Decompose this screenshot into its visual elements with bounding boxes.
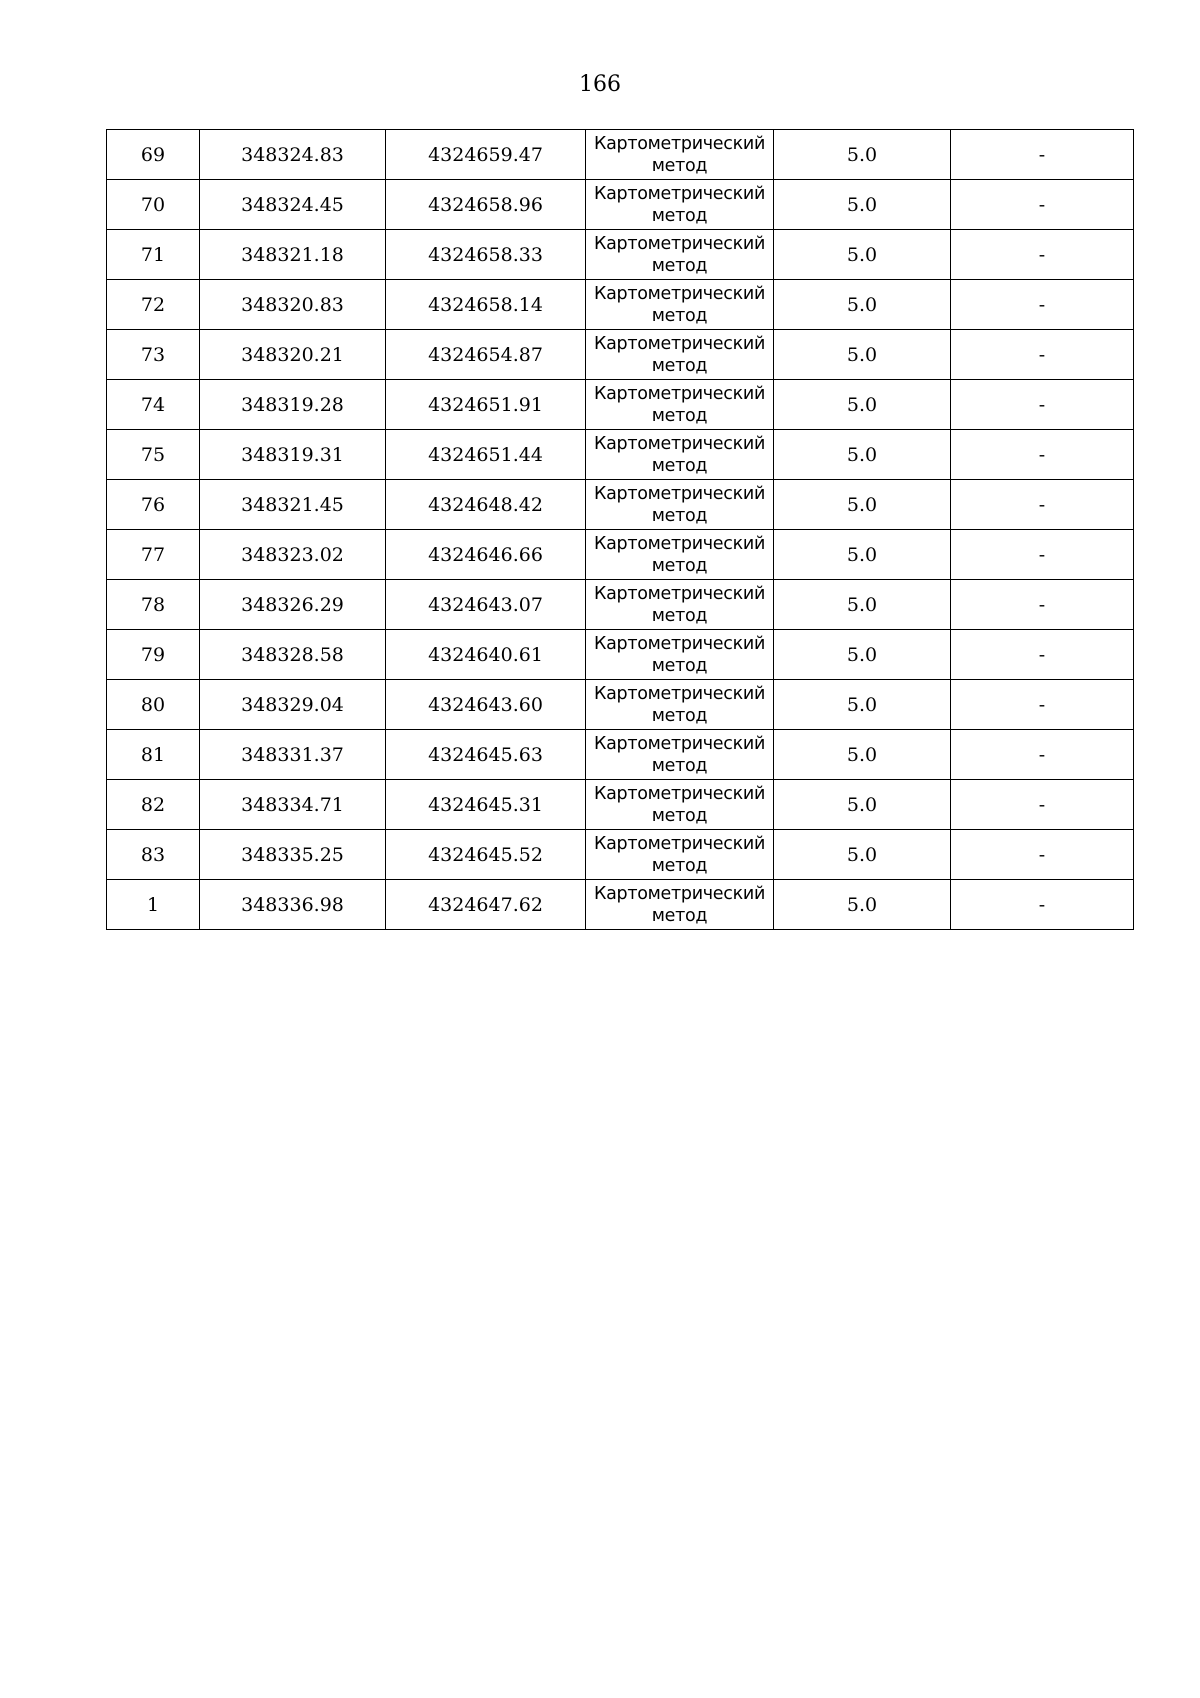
point-number-cell: 83 (107, 830, 200, 880)
y-coordinate-cell: 4324645.63 (386, 730, 586, 780)
note-cell: - (951, 130, 1134, 180)
method-cell: Картометрический метод (586, 330, 774, 380)
y-coordinate-cell: 4324646.66 (386, 530, 586, 580)
point-number-cell: 80 (107, 680, 200, 730)
point-number-cell: 75 (107, 430, 200, 480)
y-coordinate-cell: 4324645.52 (386, 830, 586, 880)
method-cell: Картометрический метод (586, 830, 774, 880)
x-coordinate-cell: 348321.18 (200, 230, 386, 280)
y-coordinate-cell: 4324643.07 (386, 580, 586, 630)
y-coordinate-cell: 4324659.47 (386, 130, 586, 180)
accuracy-cell: 5.0 (774, 130, 951, 180)
y-coordinate-cell: 4324640.61 (386, 630, 586, 680)
page-number: 166 (579, 72, 621, 97)
method-cell: Картометрический метод (586, 130, 774, 180)
x-coordinate-cell: 348319.31 (200, 430, 386, 480)
note-cell: - (951, 780, 1134, 830)
x-coordinate-cell: 348331.37 (200, 730, 386, 780)
accuracy-cell: 5.0 (774, 730, 951, 780)
y-coordinate-cell: 4324643.60 (386, 680, 586, 730)
note-cell: - (951, 180, 1134, 230)
method-cell: Картометрический метод (586, 580, 774, 630)
x-coordinate-cell: 348323.02 (200, 530, 386, 580)
accuracy-cell: 5.0 (774, 880, 951, 930)
point-number-cell: 81 (107, 730, 200, 780)
table-row (107, 780, 1134, 830)
method-cell: Картометрический метод (586, 280, 774, 330)
y-coordinate-cell: 4324651.44 (386, 430, 586, 480)
method-cell: Картометрический метод (586, 230, 774, 280)
y-coordinate-cell: 4324647.62 (386, 880, 586, 930)
accuracy-cell: 5.0 (774, 280, 951, 330)
table-row (107, 830, 1134, 880)
y-coordinate-cell: 4324654.87 (386, 330, 586, 380)
table-row (107, 230, 1134, 280)
table-row (107, 430, 1134, 480)
note-cell: - (951, 580, 1134, 630)
accuracy-cell: 5.0 (774, 780, 951, 830)
point-number-cell: 70 (107, 180, 200, 230)
x-coordinate-cell: 348320.83 (200, 280, 386, 330)
method-cell: Картометрический метод (586, 430, 774, 480)
x-coordinate-cell: 348324.45 (200, 180, 386, 230)
note-cell: - (951, 880, 1134, 930)
accuracy-cell: 5.0 (774, 830, 951, 880)
coordinates-table (106, 129, 1134, 930)
y-coordinate-cell: 4324658.14 (386, 280, 586, 330)
x-coordinate-cell: 348328.58 (200, 630, 386, 680)
accuracy-cell: 5.0 (774, 380, 951, 430)
x-coordinate-cell: 348335.25 (200, 830, 386, 880)
table-row (107, 180, 1134, 230)
accuracy-cell: 5.0 (774, 530, 951, 580)
accuracy-cell: 5.0 (774, 680, 951, 730)
point-number-cell: 73 (107, 330, 200, 380)
table-row (107, 380, 1134, 430)
note-cell: - (951, 680, 1134, 730)
point-number-cell: 71 (107, 230, 200, 280)
note-cell: - (951, 530, 1134, 580)
method-cell: Картометрический метод (586, 730, 774, 780)
point-number-cell: 76 (107, 480, 200, 530)
method-cell: Картометрический метод (586, 780, 774, 830)
accuracy-cell: 5.0 (774, 480, 951, 530)
table-row (107, 480, 1134, 530)
x-coordinate-cell: 348334.71 (200, 780, 386, 830)
point-number-cell: 79 (107, 630, 200, 680)
point-number-cell: 78 (107, 580, 200, 630)
method-cell: Картометрический метод (586, 380, 774, 430)
method-cell: Картометрический метод (586, 180, 774, 230)
x-coordinate-cell: 348320.21 (200, 330, 386, 380)
point-number-cell: 77 (107, 530, 200, 580)
method-cell: Картометрический метод (586, 880, 774, 930)
note-cell: - (951, 730, 1134, 780)
table-row (107, 580, 1134, 630)
x-coordinate-cell: 348321.45 (200, 480, 386, 530)
coordinates-table-body (107, 130, 1134, 930)
method-cell: Картометрический метод (586, 530, 774, 580)
table-row (107, 280, 1134, 330)
note-cell: - (951, 830, 1134, 880)
note-cell: - (951, 280, 1134, 330)
point-number-cell: 82 (107, 780, 200, 830)
table-row (107, 730, 1134, 780)
x-coordinate-cell: 348336.98 (200, 880, 386, 930)
accuracy-cell: 5.0 (774, 430, 951, 480)
x-coordinate-cell: 348329.04 (200, 680, 386, 730)
table-row (107, 530, 1134, 580)
y-coordinate-cell: 4324645.31 (386, 780, 586, 830)
note-cell: - (951, 430, 1134, 480)
method-cell: Картометрический метод (586, 480, 774, 530)
y-coordinate-cell: 4324658.33 (386, 230, 586, 280)
y-coordinate-cell: 4324651.91 (386, 380, 586, 430)
point-number-cell: 74 (107, 380, 200, 430)
note-cell: - (951, 380, 1134, 430)
table-row (107, 880, 1134, 930)
table-row (107, 130, 1134, 180)
accuracy-cell: 5.0 (774, 180, 951, 230)
x-coordinate-cell: 348326.29 (200, 580, 386, 630)
point-number-cell: 72 (107, 280, 200, 330)
x-coordinate-cell: 348319.28 (200, 380, 386, 430)
table-row (107, 330, 1134, 380)
method-cell: Картометрический метод (586, 680, 774, 730)
point-number-cell: 69 (107, 130, 200, 180)
y-coordinate-cell: 4324648.42 (386, 480, 586, 530)
table-row (107, 680, 1134, 730)
note-cell: - (951, 330, 1134, 380)
table-row (107, 630, 1134, 680)
note-cell: - (951, 630, 1134, 680)
point-number-cell: 1 (107, 880, 200, 930)
method-cell: Картометрический метод (586, 630, 774, 680)
accuracy-cell: 5.0 (774, 580, 951, 630)
x-coordinate-cell: 348324.83 (200, 130, 386, 180)
accuracy-cell: 5.0 (774, 630, 951, 680)
note-cell: - (951, 480, 1134, 530)
y-coordinate-cell: 4324658.96 (386, 180, 586, 230)
accuracy-cell: 5.0 (774, 230, 951, 280)
accuracy-cell: 5.0 (774, 330, 951, 380)
note-cell: - (951, 230, 1134, 280)
